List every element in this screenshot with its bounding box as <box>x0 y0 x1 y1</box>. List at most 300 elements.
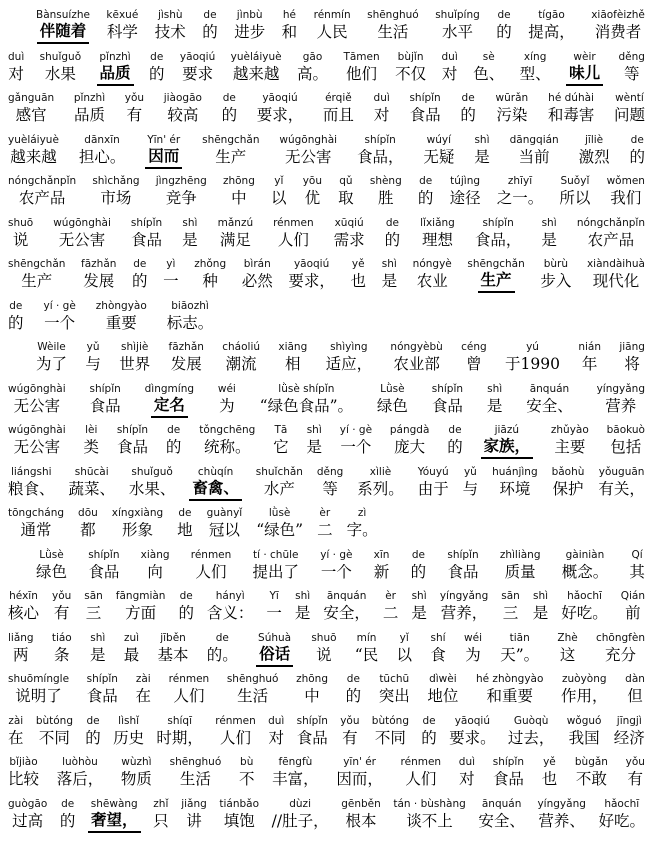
pinyin-annotation: yíngyǎng <box>596 382 645 395</box>
word-unit <box>74 91 105 125</box>
pinyin-annotation: wúgōnghài <box>53 216 111 229</box>
chinese-word: 是 <box>306 438 322 456</box>
chinese-word: 二 <box>317 521 333 539</box>
pinyin-annotation: shìchǎng <box>92 175 140 187</box>
word-unit <box>87 672 118 706</box>
word-unit <box>132 257 148 291</box>
pinyin-annotation: xiāng <box>278 341 308 353</box>
word-unit <box>88 797 141 833</box>
word-unit <box>350 257 366 291</box>
chinese-word: 不敢 <box>575 770 607 788</box>
word-unit <box>548 91 595 125</box>
word-unit <box>478 797 525 831</box>
chinese-word: 竞争 <box>165 189 197 207</box>
word-unit <box>500 631 539 665</box>
word-unit <box>163 257 179 291</box>
word-unit <box>621 589 645 623</box>
pinyin-annotation: shípǐn <box>89 382 121 395</box>
pinyin-annotation: shuǐchǎn <box>255 465 303 478</box>
pinyin-annotation: Zhè <box>557 631 578 644</box>
chinese-word: 农产品 <box>587 230 635 249</box>
word-unit <box>447 423 463 457</box>
text-line <box>8 672 645 714</box>
chinese-word: 含义： <box>206 604 254 622</box>
chinese-word: 基本 <box>157 645 189 664</box>
word-unit <box>383 589 399 623</box>
text-line <box>8 8 645 50</box>
word-unit <box>202 133 259 167</box>
pinyin-annotation: shuōmíngle <box>8 673 70 685</box>
word-unit <box>8 382 66 416</box>
chinese-word: 之一。 <box>496 189 544 207</box>
chinese-word: 越来越 <box>10 147 57 166</box>
pinyin-annotation: dàn <box>625 673 645 685</box>
word-unit <box>577 216 645 250</box>
chinese-word: 和重要 <box>486 687 533 705</box>
word-unit <box>340 714 359 748</box>
pinyin-annotation: shì <box>487 382 503 395</box>
word-unit <box>81 257 116 291</box>
chinese-word: 是 <box>381 272 398 290</box>
pinyin-annotation: qǔ <box>339 175 353 187</box>
pinyin-annotation: jiǎng <box>181 797 207 810</box>
chinese-word: 发展 <box>170 355 202 373</box>
emphasized-chinese-word: 伴随着 <box>37 22 90 44</box>
word-unit <box>169 672 210 706</box>
pinyin-annotation: tǒngchēng <box>199 424 256 436</box>
chinese-word: 对 <box>373 106 390 124</box>
word-unit <box>189 465 242 501</box>
word-unit <box>370 174 402 208</box>
word-unit <box>320 548 352 582</box>
word-unit <box>8 465 55 499</box>
text-line <box>8 797 645 839</box>
pinyin-annotation: shípǐn <box>364 133 396 146</box>
pinyin-annotation: Wèile <box>37 341 66 353</box>
chinese-word: 的。 <box>206 645 238 664</box>
pinyin-annotation: duì <box>8 50 25 63</box>
word-unit <box>619 50 645 84</box>
word-unit <box>36 714 73 748</box>
pinyin-annotation: shēngchǎn <box>467 258 525 270</box>
word-unit <box>334 216 365 250</box>
chinese-word: 种 <box>202 272 218 290</box>
pinyin-annotation: xíngxiàng <box>111 507 164 519</box>
pinyin-annotation: bùtóng <box>371 714 409 727</box>
word-unit <box>413 257 452 291</box>
chinese-word: 食品 <box>447 562 479 581</box>
word-unit <box>341 797 381 831</box>
pinyin-annotation: yǐ <box>399 631 409 644</box>
pinyin-annotation: biāozhì <box>171 299 209 312</box>
chinese-word: 向 <box>147 562 163 581</box>
chinese-word: 取 <box>338 189 354 207</box>
word-unit <box>435 8 480 42</box>
pinyin-annotation: shì <box>295 590 311 602</box>
pinyin-annotation: zhìliàng <box>499 548 541 561</box>
chinese-word: //肚子， <box>271 811 329 830</box>
chinese-word: 激烈 <box>578 147 610 166</box>
emphasized-chinese-word: 生产 <box>478 271 515 293</box>
pinyin-annotation: èr <box>319 507 331 519</box>
pinyin-annotation: yōu <box>302 175 323 187</box>
chinese-word: 食品 <box>130 230 162 249</box>
chinese-word: 作用， <box>561 687 608 705</box>
pinyin-annotation: shuō <box>8 216 34 229</box>
pinyin-annotation: wúgōnghài <box>8 382 66 395</box>
pinyin-annotation: wǒguó <box>566 714 602 727</box>
chinese-word: 食 <box>430 645 446 664</box>
chinese-word: 对 <box>459 770 475 788</box>
word-unit <box>460 91 476 125</box>
chinese-word: 食品 <box>431 396 463 415</box>
chinese-word: 市场 <box>100 189 132 207</box>
pinyin-annotation: hé <box>282 9 296 21</box>
pinyin-annotation: gāo <box>302 50 323 63</box>
pinyin-annotation: jìngzhēng <box>155 175 207 187</box>
pinyin-annotation: xìliè <box>369 465 392 478</box>
pinyin-annotation: jīliè <box>585 133 604 146</box>
pinyin-annotation: pángdà <box>389 424 430 436</box>
chinese-word: 当前 <box>518 147 550 166</box>
pinyin-annotation: yí · gè <box>43 299 76 312</box>
word-unit <box>167 299 214 333</box>
pinyin-annotation: yíngyǎng <box>439 590 489 602</box>
word-unit <box>528 8 575 42</box>
chinese-word: 是 <box>541 230 557 249</box>
chinese-word: 发展 <box>83 272 115 290</box>
pinyin-annotation: wèir <box>573 50 596 63</box>
text-line <box>8 755 645 797</box>
word-unit <box>85 340 101 374</box>
chinese-word: 都 <box>80 521 96 539</box>
word-unit <box>537 797 585 831</box>
chinese-word: 食品， <box>474 230 522 249</box>
pinyin-annotation: de <box>203 9 217 21</box>
pinyin-annotation: lǐxiǎng <box>420 216 455 229</box>
chinese-word: 对 <box>268 728 284 747</box>
pinyin-annotation: tígāo <box>538 9 565 21</box>
emphasized-chinese-word: 俗话 <box>256 645 293 667</box>
word-unit <box>129 465 176 499</box>
pinyin-annotation: yīn' ér <box>343 756 376 768</box>
word-unit <box>36 8 90 44</box>
pinyin-annotation: fēngfù <box>278 756 313 768</box>
pinyin-annotation: tiáo <box>51 631 72 644</box>
chinese-word: 在 <box>135 687 152 705</box>
word-unit <box>257 91 304 125</box>
word-unit <box>450 174 481 208</box>
chinese-word: 历史 <box>113 728 145 747</box>
chinese-word: 与 <box>85 355 101 373</box>
pinyin-annotation: hǎochī <box>567 590 602 602</box>
chinese-word: 相 <box>285 355 301 373</box>
pinyin-annotation: héxīn <box>9 590 38 602</box>
chinese-word: 的 <box>384 230 401 249</box>
chinese-word: 营养， <box>440 604 488 622</box>
pinyin-annotation: nián <box>578 341 601 353</box>
chinese-word: 但 <box>627 687 643 705</box>
emphasized-chinese-word: 家族， <box>481 437 534 459</box>
pinyin-annotation: shípǐn <box>447 548 479 561</box>
word-unit <box>90 382 121 416</box>
pinyin-annotation: sān <box>84 590 103 602</box>
word-unit <box>242 257 273 291</box>
word-unit <box>85 714 101 748</box>
chinese-word: 水平 <box>441 23 473 41</box>
word-unit <box>234 8 265 42</box>
pinyin-annotation: guànyǐ <box>206 507 243 519</box>
word-unit <box>297 714 328 748</box>
pinyin-annotation: bùrù <box>543 258 569 270</box>
pinyin-annotation: duì <box>441 50 458 63</box>
pinyin-annotation: liǎng <box>8 631 34 644</box>
pinyin-annotation: gēnběn <box>341 797 381 810</box>
word-unit <box>442 50 458 84</box>
pinyin-annotation: shuǐpíng <box>435 9 480 21</box>
word-unit <box>131 216 162 250</box>
chinese-word: 在 <box>8 728 24 747</box>
word-unit <box>227 672 279 706</box>
word-unit <box>156 714 203 748</box>
word-unit <box>88 548 119 582</box>
chinese-word: 生活 <box>237 687 269 705</box>
pinyin-annotation: yǐ <box>274 175 284 187</box>
chinese-word: 技术 <box>154 23 186 41</box>
pinyin-annotation: wūrǎn <box>495 92 529 104</box>
pinyin-annotation: shēnghuó <box>367 9 419 21</box>
pinyin-annotation: de <box>9 299 23 312</box>
pinyin-annotation: mín <box>356 631 377 644</box>
chinese-word: 一 <box>266 604 282 622</box>
word-unit <box>336 755 383 789</box>
chinese-word: “绿色” <box>256 521 304 539</box>
pinyin-annotation: liángshi <box>10 465 52 478</box>
chinese-word: 不同 <box>374 728 406 747</box>
chinese-word: 适应， <box>325 355 373 373</box>
word-unit <box>273 423 289 457</box>
chinese-word: 要求。 <box>449 728 496 747</box>
chinese-word: 品质 <box>73 106 105 124</box>
chinese-word: 系列。 <box>357 479 404 498</box>
chinese-word: 主要 <box>554 438 586 456</box>
word-unit <box>411 589 427 623</box>
pinyin-annotation: shì <box>541 216 557 229</box>
emphasized-chinese-word: 品质 <box>97 64 134 86</box>
word-unit <box>526 382 573 416</box>
pinyin-annotation: de <box>411 548 425 561</box>
pinyin-annotation: Súhuà <box>258 631 292 644</box>
word-unit <box>8 91 54 125</box>
word-unit <box>567 714 602 748</box>
word-unit <box>409 91 440 125</box>
chinese-word: 越来越 <box>232 64 280 83</box>
word-unit <box>136 672 152 706</box>
pinyin-annotation: Bànsuízhe <box>36 9 90 21</box>
chinese-word: 比较 <box>8 770 40 788</box>
pinyin-annotation: shì <box>474 133 490 146</box>
word-unit <box>288 257 335 291</box>
pinyin-annotation: Tā <box>274 424 288 436</box>
chinese-word: 的 <box>410 562 427 581</box>
chinese-word: 一个 <box>320 562 352 581</box>
pinyin-annotation: de <box>422 714 436 727</box>
word-unit <box>440 589 488 623</box>
chinese-word: 营养 <box>605 396 637 415</box>
chinese-word: 无公害 <box>58 230 106 249</box>
word-unit <box>540 257 571 291</box>
pinyin-annotation: shēwàng <box>90 797 138 810</box>
pinyin-annotation: èr <box>385 590 396 602</box>
text-line <box>8 174 645 216</box>
pinyin-annotation: shuō <box>311 631 337 644</box>
pinyin-annotation: shípǐn <box>88 548 120 561</box>
word-unit <box>598 465 645 499</box>
chinese-word: 提高， <box>528 23 575 41</box>
pinyin-annotation: shípǐn <box>431 382 464 395</box>
word-unit <box>256 465 303 499</box>
word-unit <box>116 589 166 623</box>
chinese-word: 农产品 <box>18 189 66 207</box>
pinyin-annotation: shēnghuó <box>169 756 222 768</box>
word-unit <box>218 382 236 416</box>
pinyin-annotation: kēxué <box>106 9 139 21</box>
chinese-word: 色、 <box>473 64 505 83</box>
word-unit <box>551 423 589 457</box>
chinese-word: 的 <box>221 106 238 124</box>
pinyin-annotation: pǐnzhì <box>73 92 106 104</box>
chinese-word: 需求 <box>333 230 365 249</box>
chinese-word: 水果 <box>44 64 76 83</box>
chinese-word: 这 <box>559 645 576 664</box>
pinyin-annotation: yuèláiyuè <box>230 50 282 63</box>
chinese-word: 的 <box>447 438 463 456</box>
chinese-word: 曾 <box>466 355 482 373</box>
pinyin-annotation: lǜsè shípǐn <box>278 382 335 395</box>
pinyin-annotation: jiāng <box>619 341 645 353</box>
pinyin-annotation: Guòqù <box>513 714 549 727</box>
chinese-word: 食品 <box>492 770 524 788</box>
pinyin-annotation: de <box>133 258 147 270</box>
pinyin-annotation: duì <box>458 756 476 768</box>
pinyin-annotation: tújìng <box>450 175 481 187</box>
word-unit <box>231 50 282 84</box>
word-unit <box>473 50 504 84</box>
word-unit <box>338 174 354 208</box>
word-unit <box>90 631 106 665</box>
chinese-word: 不 <box>238 770 255 788</box>
word-unit <box>124 631 140 665</box>
word-unit <box>430 631 446 665</box>
word-unit <box>219 797 259 831</box>
chinese-word: 中 <box>304 687 320 705</box>
chinese-word: 而且 <box>322 106 354 124</box>
word-unit <box>629 133 645 167</box>
chinese-word: 条 <box>54 645 70 664</box>
pinyin-annotation: děng <box>618 50 645 63</box>
pinyin-annotation: zhōng <box>222 175 255 187</box>
word-unit <box>207 589 254 623</box>
pinyin-annotation: zhǐ <box>153 797 169 810</box>
pinyin-annotation: wéi <box>464 631 482 644</box>
pinyin-annotation: shípǐn <box>482 216 514 229</box>
word-unit <box>40 50 81 84</box>
pinyin-annotation: wúyí <box>426 133 452 146</box>
chinese-word: 有 <box>627 770 644 788</box>
pinyin-annotation: Qí <box>631 548 643 561</box>
pinyin-annotation: shì <box>306 424 322 436</box>
word-unit <box>367 8 419 42</box>
word-unit <box>145 382 194 418</box>
pinyin-annotation: luòhòu <box>62 756 98 768</box>
word-unit <box>626 755 645 789</box>
pinyin-annotation: de <box>419 175 433 187</box>
chinese-word: 人民 <box>316 23 348 41</box>
pinyin-annotation: yǒu <box>340 714 360 727</box>
chinese-word: 的 <box>421 728 437 747</box>
chinese-word: 由于 <box>417 479 449 498</box>
pinyin-annotation: bùgǎn <box>574 756 608 768</box>
chinese-word: 核心 <box>8 604 40 622</box>
word-unit <box>79 133 126 167</box>
pinyin-annotation: Suǒyǐ <box>560 175 590 187</box>
pinyin-annotation: de <box>346 673 360 685</box>
chinese-word: 对 <box>441 64 458 83</box>
pinyin-annotation: dìngmíng <box>144 382 195 395</box>
pinyin-annotation: gǎnguān <box>8 92 55 104</box>
pinyin-annotation: nóngchǎnpǐn <box>576 216 645 229</box>
word-unit <box>36 340 67 374</box>
pinyin-annotation: duì <box>268 714 285 727</box>
chinese-word: 的 <box>8 313 24 332</box>
pinyin-annotation: xīn <box>373 548 390 561</box>
pinyin-annotation: Tāmen <box>343 50 380 63</box>
chinese-word: 新 <box>373 562 390 581</box>
pinyin-annotation: lèi <box>85 424 98 436</box>
word-unit <box>8 299 24 333</box>
word-unit <box>542 755 558 789</box>
word-unit <box>461 340 487 374</box>
chinese-word: 担心。 <box>78 147 126 166</box>
pinyin-annotation: shíqī <box>167 714 192 727</box>
pinyin-annotation: jìnbù <box>236 9 263 21</box>
pinyin-annotation: shípǐn <box>296 714 328 727</box>
chinese-word: 为 <box>219 396 235 415</box>
chinese-word: 的 <box>59 811 76 830</box>
chinese-word: 类 <box>83 438 99 456</box>
word-unit <box>541 216 557 250</box>
text-line <box>8 589 645 631</box>
word-unit <box>8 672 69 706</box>
pinyin-annotation: zài <box>8 714 24 727</box>
word-unit <box>303 174 322 208</box>
pinyin-annotation: pǐnzhì <box>99 50 131 63</box>
word-unit <box>420 216 455 250</box>
word-unit <box>52 589 71 623</box>
word-unit <box>497 174 544 208</box>
text-line <box>8 506 645 548</box>
word-unit <box>496 91 529 125</box>
word-unit <box>501 589 520 623</box>
word-unit <box>36 548 67 582</box>
chinese-word: 为了 <box>36 355 68 373</box>
chinese-word: 的 <box>202 23 218 41</box>
text-line <box>8 133 645 175</box>
word-unit <box>596 631 645 665</box>
pinyin-annotation: yǒu <box>625 756 645 768</box>
word-unit <box>273 216 314 250</box>
word-unit <box>587 257 645 291</box>
